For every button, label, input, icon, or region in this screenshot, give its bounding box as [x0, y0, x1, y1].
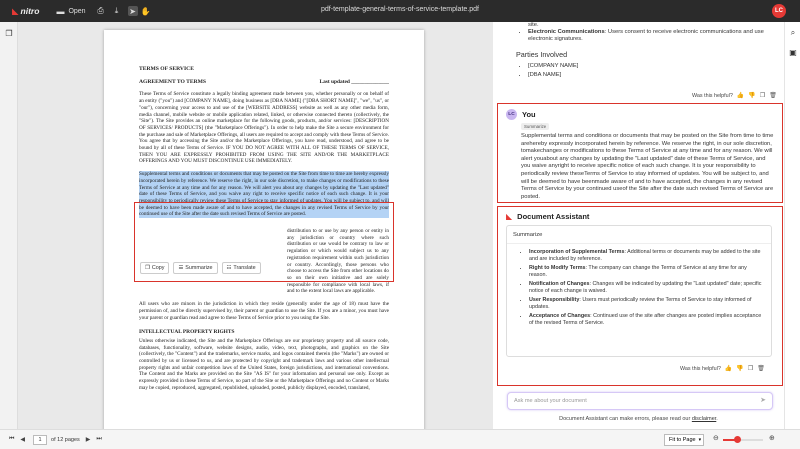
helpful-label: Was this helpful?: [680, 365, 721, 372]
summary-item-label: Acceptance of Changes: [529, 313, 591, 319]
assistant-response-card: [497, 206, 783, 386]
copy-icon: ❐: [145, 265, 150, 271]
chevron-down-icon: ▾: [698, 437, 702, 443]
chat-input[interactable]: [507, 392, 773, 410]
disclaimer-text: Document Assistant can make errors, please read our: [559, 416, 692, 422]
next-page-icon[interactable]: ▶: [85, 437, 91, 443]
pdf-viewer: [18, 22, 493, 429]
thumbs-up-icon[interactable]: 👍: [724, 366, 733, 372]
prev-electronic-label: Electronic Communications: [528, 29, 605, 35]
paragraph-ip: Unless otherwise indicated, the Site and the Marketplace Offerings are our proprietary property and all source code, databases, functionality, software, website designs, audio, video, text, photographs, and graphics on the Site (collectively, the "Content") and the trademarks, service marks, and logos contained therein (the "Marks") are owned or controlled by us or licensed to us, and are protected by copyright and trademark laws and various other intellectual property rights and unfair competition laws of the United States, foreign jurisdictions, and international conventions. The Content and the Marks are provided on the Site "AS IS" for your information and personal use only. Except as expressly provided in these Terms of Service, no part of the Site or the Marketplace Offerings and no Content or Marks may be copied, reproduced, aggregated, republished, uploaded, posted, publicly displayed, encoded, translated,: [139, 337, 389, 391]
page-number-input[interactable]: 1: [33, 435, 47, 445]
summary-item-label: Notification of Changes: [529, 281, 590, 287]
paragraph-agreement: These Terms of Service constitute a legally binding agreement made between you, whether personally or on behalf of an entity ("you") and [COMPANY NAME], doing business as [DBA NAME] ("[DBA SHORT NAME]", "we", "us", or "our"), concerning your access to and use of the [WEBSITE ADDRESS] website as well as any other media form, media channel, mobile website or mobile application related, linked, or otherwise connected thereto (collectively, the "Site"). The Site provides an online marketplace for the following goods, products, and/or services: [DESCRIPTION OF SERVICES/ PRODUCTS] (the "Marketplace Offerings"). In order to help make the Site a secure environment for the purchase and sale of Marketplace Offerings, all users are required to accept and comply with these Terms of Service. You agree that by accessing the Site and/or the Marketplace Offerings, you have read, understood, and agree to be bound by all of these Terms of Service. IF YOU DO NOT AGREE WITH ALL OF THESE TERMS OF SERVICE, THEN YOU ARE EXPRESSLY PROHIBITED FROM USING THE SITE AND/OR THE MARKETPLACE OFFERINGS AND YOU MUST DISCONTINUE USE IMMEDIATELY.: [139, 91, 389, 165]
top-toolbar: [0, 0, 800, 22]
page-count: of 12 pages: [51, 436, 80, 443]
translate-icon: ☷: [226, 265, 232, 271]
brand-name: nitro: [20, 6, 40, 16]
disclaimer: [493, 416, 784, 422]
list-icon: ☰: [178, 265, 184, 271]
prev-electronic-text: : Users consent to receive electronic communications and use electronic signatures.: [528, 29, 764, 42]
summary-item: [529, 249, 763, 263]
nitro-logo[interactable]: [12, 6, 39, 17]
summary-item-label: Incorporation of Supplemental Terms: [529, 249, 625, 255]
prev-electronic-item: [528, 29, 776, 43]
summary-item-text: : Additional terms or documents may be added to the site and are included by reference.: [529, 249, 761, 262]
summary-item-text: : The company can change the Terms of Service at any time for any reason.: [529, 265, 747, 278]
disclaimer-link[interactable]: disclaimer: [691, 416, 717, 422]
first-page-icon[interactable]: ⏮: [9, 436, 15, 442]
summarize-label: Summarize: [185, 265, 213, 271]
prev-site-text: site.: [528, 22, 539, 28]
ip-heading: INTELLECTUAL PROPERTY RIGHTS: [139, 329, 235, 336]
helpful-row-1: [692, 92, 777, 99]
copy-icon[interactable]: ❐: [759, 93, 766, 99]
copy-button[interactable]: [140, 262, 169, 274]
assistant-name: Document Assistant: [517, 212, 590, 221]
summary-box: [506, 225, 772, 357]
summary-item-text: : Continued use of the site after changes are posted implies acceptance of the revised Terms of Service.: [529, 313, 762, 326]
last-page-icon[interactable]: ⏭: [96, 436, 102, 442]
zoom-in-icon[interactable]: ⊕: [769, 435, 775, 442]
document-title: pdf-template-general-terms-of-service-template.pdf: [321, 6, 479, 13]
assistant-panel: [493, 22, 784, 429]
open-label: Open: [68, 7, 86, 15]
thumbs-down-icon[interactable]: 👎: [736, 366, 744, 372]
copy-icon[interactable]: ❐: [747, 366, 754, 372]
zoom-out-icon[interactable]: ⊖: [713, 435, 719, 442]
hand-tool-icon[interactable]: ✋: [140, 6, 151, 16]
paragraph-minors: All users who are minors in the jurisdiction in which they reside (generally under the age of 18) must have the permission of, and be directly supervised by, their parent or guardian to use the Site. If you are a minor, you must have your parent or guardian read and agree to these Terms of Service prior to you using the Site.: [139, 301, 389, 321]
summary-item-text: : Users must periodically review the Terms of Service to stay informed of updates.: [529, 297, 752, 310]
pagination-bar: [0, 429, 493, 449]
search-icon[interactable]: ⌕: [790, 28, 796, 37]
summary-title: Summarize: [507, 226, 771, 244]
summary-item-label: Right to Modify Terms: [529, 265, 586, 271]
user-message-text: Supplemental terms and conditions or documents that may be posted on the Site from time to time arehereby expressly incorporated herein by reference. We reserve the right, in our sole discretion, tomakechanges or modifications to these Terms of Service at any time and for any reason. We will alert youabout any changes by updating the "Last updated" date of these Terms of Service, and you waive anyright to receive specific notice of each such change. It is your responsibility to periodically review theseTerms of Service to stay informed of updates. You will be subject to, and will be deemed to have beenmade aware of and to have accepted, the changes in any revised Terms of Service by your continued useof the Site after the date such revised Terms of Service are posted.: [521, 133, 774, 200]
chat-input-placeholder: Ask me about your document: [514, 398, 587, 404]
nitro-logo-icon: ◣: [12, 5, 19, 16]
summarize-tag: Summarize: [521, 123, 549, 130]
print-icon[interactable]: ⎙: [97, 6, 104, 15]
summarize-button[interactable]: [173, 262, 217, 274]
download-icon[interactable]: ⤓: [114, 6, 119, 15]
assistant-panel-icon[interactable]: ▣: [789, 48, 797, 57]
left-rail: [0, 22, 18, 429]
summary-item-label: User Responsibility: [529, 297, 580, 303]
trash-icon[interactable]: 🗑: [757, 366, 765, 372]
zoom-bar: [493, 429, 800, 449]
zoom-slider[interactable]: [723, 439, 763, 441]
parties-title: Parties Involved: [516, 50, 568, 59]
thumbs-down-icon[interactable]: 👎: [748, 93, 756, 99]
translate-button[interactable]: [222, 262, 261, 274]
send-icon[interactable]: ➤: [760, 397, 766, 404]
summary-item: [529, 297, 763, 311]
agreement-heading: AGREEMENT TO TERMS: [139, 78, 207, 85]
paragraph-jurisdiction: distribution to or use by any person or entity in any jurisdiction or country where such distribution or use would be contrary to law or regulation or which would subject us to any registration requirement within such jurisdiction or country. Accordingly, those persons who choose to access the Site from other locations do so on their own initiative and are solely responsible for compliance with local laws, if and to the extent local laws are applicable.: [287, 228, 389, 295]
summary-item: [529, 265, 763, 279]
previous-assistant-message: [516, 22, 776, 79]
thumbs-up-icon[interactable]: 👍: [736, 93, 745, 99]
thumbnails-icon[interactable]: ❐: [5, 28, 13, 38]
paragraph-supplemental-highlighted[interactable]: Supplemental terms and conditions or documents that may be posted on the Site from time to time are hereby expressly incorporated herein by reference. We reserve the right, in our sole discretion, to make changes or modifications to these Terms of Service at any time and for any reason. We will alert you about any changes by updating the "Last updated" date of these Terms of Service, and you waive any right to receive specific notice of each such change. It is your responsibility to periodically review these Terms of Service to stay informed of updates. You will be subject to, and will be deemed to have been made aware of and to have accepted, the changes in any revised Terms of Service by your continued use of the Site after the date such revised Terms of Service are posted.: [139, 171, 389, 218]
nitro-assistant-icon: ◣: [506, 212, 513, 221]
last-updated: Last updated ______________: [319, 78, 389, 85]
right-rail: [784, 22, 800, 429]
translate-label: Translate: [233, 265, 256, 271]
party-item: • [DBA NAME]: [528, 72, 776, 79]
folder-icon: ▬: [56, 6, 65, 16]
user-message-avatar: LC: [506, 109, 517, 120]
helpful-row-2: [680, 365, 765, 372]
prev-page-icon[interactable]: ◀: [20, 437, 26, 443]
user-avatar[interactable]: LC: [772, 4, 786, 18]
open-button[interactable]: [55, 6, 85, 16]
party-item: • [COMPANY NAME]: [528, 63, 776, 70]
summary-item-text: : Changes will be indicated by updating the "Last updated" date; specific notice of each change is waived.: [529, 281, 762, 294]
doc-title: TERMS OF SERVICE: [139, 66, 194, 72]
trash-icon[interactable]: 🗑: [769, 93, 777, 99]
fit-select[interactable]: [664, 434, 704, 446]
fit-label: Fit to Page: [669, 437, 696, 443]
helpful-label: Was this helpful?: [692, 92, 733, 99]
user-name: You: [522, 110, 536, 119]
summary-item: [529, 281, 763, 295]
selection-toolbar: [140, 262, 261, 275]
disclaimer-end: .: [716, 416, 718, 422]
select-cursor-icon[interactable]: ➤: [129, 6, 136, 16]
user-message-card: [497, 103, 783, 203]
summary-item: [529, 313, 763, 327]
copy-label: Copy: [151, 265, 165, 271]
zoom-slider-knob[interactable]: [734, 436, 741, 443]
